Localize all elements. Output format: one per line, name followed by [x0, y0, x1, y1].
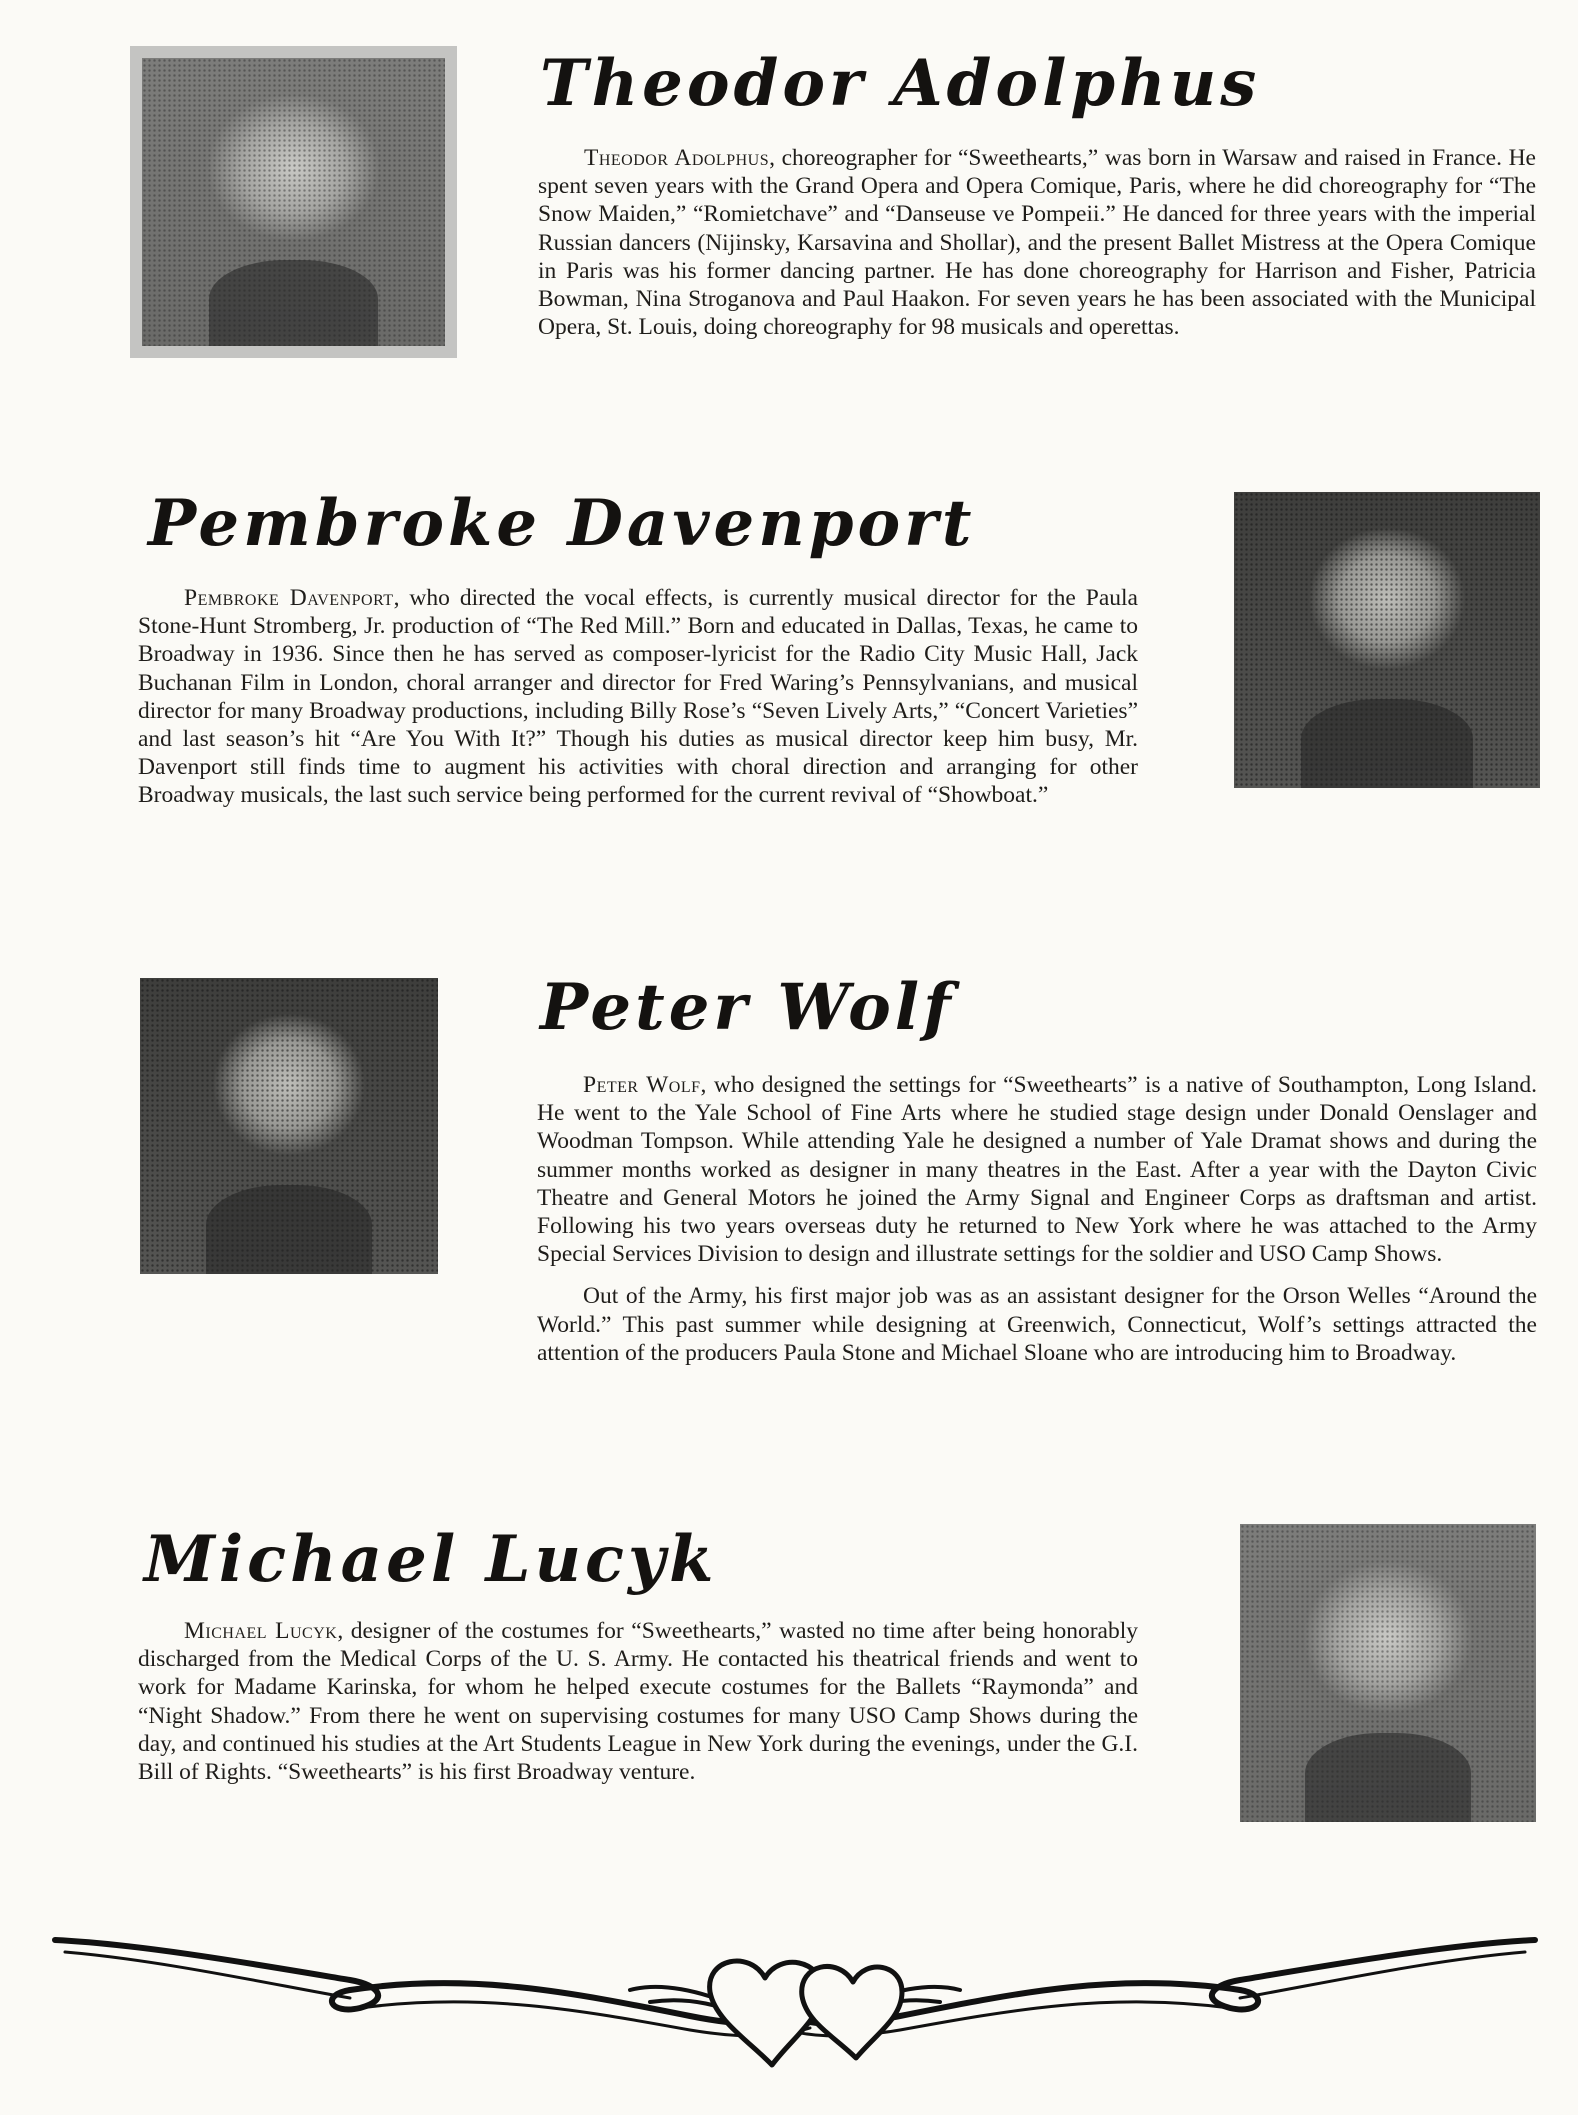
bio-paragraph: Out of the Army, his first major job was as an assistant designer for the Orson Welles “Around the World.” This past summer while designing at Greenwich, Connecticut, Wolf’s settings attracted the attention of the producers Paula Stone and Michael Sloane who are introducing him to Broadway.: [537, 1283, 1537, 1366]
bio-text: , who designed the settings for “Sweethearts” is a native of Southampton, Long Island. He went to the Yale School of Fine Arts where he studied stage design under Donald Oenslager and Woodman Tompson. While attending Yale he designed a number of Yale Dramat shows and during the summer months worked as designer in many theatres in the East. After a year with the Dayton Civic Theatre and General Motors he joined the Army Signal and Engineer Corps as draftsman and artist. Following his two years overseas duty he returned to New York where he was attached to the Army Special Services Division to design and illustrate settings for the soldier and USO Camp Shows.: [537, 1072, 1537, 1268]
portrait-silhouette: [1305, 1733, 1471, 1822]
bio-paragraph: [138, 584, 1138, 810]
photo-michael-lucyk: [1240, 1524, 1536, 1822]
bio-text: , designer of the costumes for “Sweethearts,” wasted no time after being honorably discharged from the Medical Corps of the U. S. Army. He contacted his theatrical friends and went to work for Madame Karinska, for whom he helped execute costumes for the Ballets “Raymonda” and “Night Shadow.” From there he went on supervising costumes for many USO Camp Shows during the day, and continued his studies at the Art Students League in New York during the evenings, under the G.I. Bill of Rights. “Sweethearts” is his first Broadway venture.: [138, 1618, 1139, 1786]
bio-michael-lucyk: [138, 1617, 1138, 1800]
bio-pembroke-davenport: [138, 584, 1138, 824]
name-heading-michael-lucyk: Michael Lucyk: [144, 1522, 718, 1597]
portrait-silhouette: [209, 260, 379, 346]
bio-lead-name: Peter Wolf: [583, 1072, 701, 1098]
bio-theodor-adolphus: [538, 144, 1536, 355]
portrait-silhouette: [206, 1185, 373, 1274]
bio-peter-wolf: [537, 1071, 1537, 1381]
bio-paragraph: [538, 144, 1536, 341]
bio-lead-name: Michael Lucyk: [184, 1618, 338, 1644]
bio-paragraph: [537, 1071, 1537, 1268]
bio-text: , who directed the vocal effects, is currently musical director for the Paula Stone-Hunt Stromberg, Jr. production of “The Red Mill.” Born and educated in Dallas, Texas, he came to Broadway in 1936. Since then he has served as composer-lyricist for the Radio City Music Hall, Jack Buchanan Film in London, choral arranger and director for Fred Waring’s Pennsylvanians, and musical director for many Broadway productions, including Billy Rose’s “Seven Lively Arts,” “Concert Varieties” and last season’s hit “Are You With It?” Though his duties as musical director keep him busy, Mr. Davenport still finds time to augment his activities with choral direction and arranging for other Broadway musicals, the last such service being performed for the current revival of “Showboat.”: [138, 585, 1138, 809]
name-heading-theodor-adolphus: Theodor Adolphus: [540, 46, 1261, 121]
photo-pembroke-davenport: [1234, 492, 1540, 788]
name-heading-pembroke-davenport: Pembroke Davenport: [148, 486, 976, 561]
photo-theodor-adolphus: [130, 46, 457, 358]
ribbon-hearts-ornament: [50, 1920, 1540, 2070]
name-heading-peter-wolf: Peter Wolf: [540, 970, 955, 1045]
bio-paragraph: [138, 1617, 1138, 1786]
bio-lead-name: Pembroke Davenport: [184, 585, 394, 611]
bio-lead-name: Theodor Adolphus: [584, 145, 770, 171]
portrait-silhouette: [1301, 699, 1472, 788]
bio-text: , choreographer for “Sweethearts,” was born in Warsaw and raised in France. He spent seven years with the Grand Opera and Opera Comique, Paris, where he did choreography for “The Snow Maiden,” “Romietchave” and “Danseuse ve Pompeii.” He danced for three years with the imperial Russian dancers (Nijinsky, Karsavina and Shollar), and the present Ballet Mistress at the Opera Comique in Paris was his former dancing partner. He has done choreography for Harrison and Fisher, Patricia Bowman, Nina Stroganova and Paul Haakon. For seven years he has been associated with the Municipal Opera, St. Louis, doing choreography for 98 musicals and operettas.: [538, 145, 1536, 341]
photo-peter-wolf: [140, 978, 438, 1274]
